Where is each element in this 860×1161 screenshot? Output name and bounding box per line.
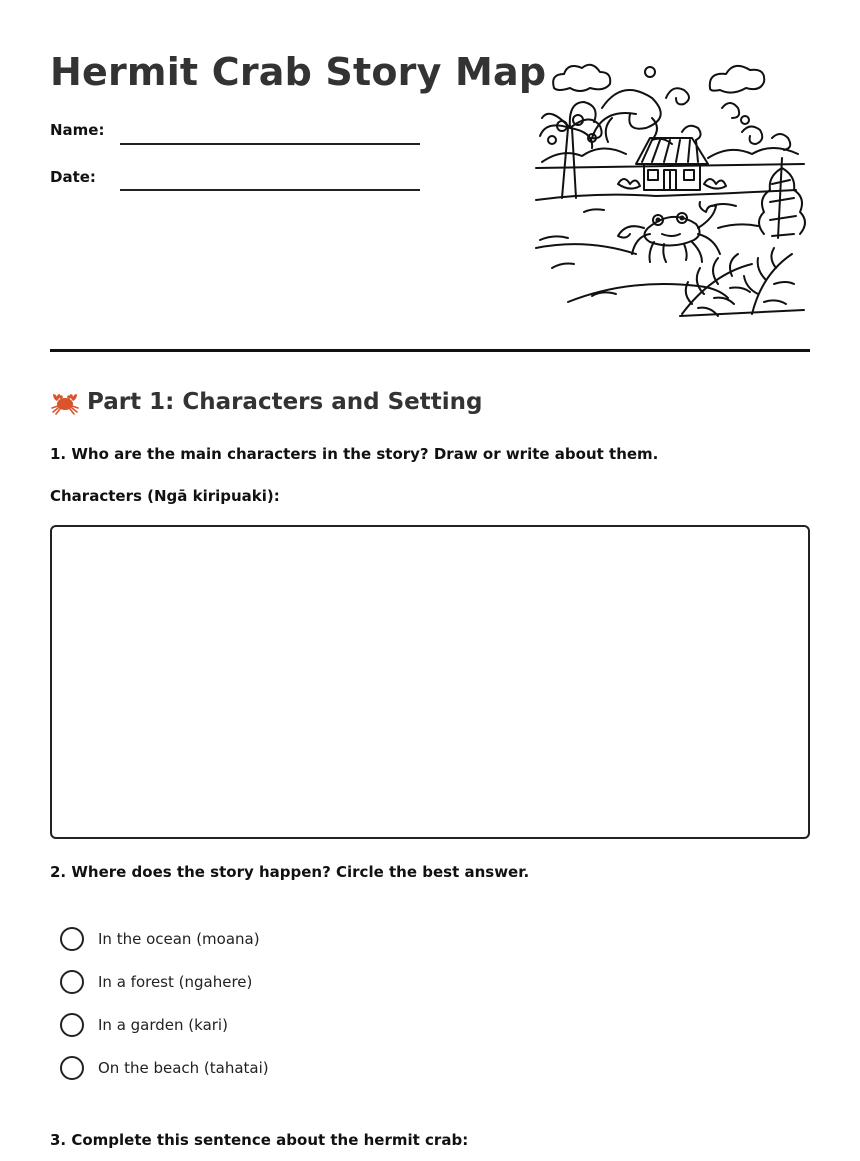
name-field[interactable] bbox=[120, 143, 420, 145]
question-3: 3. Complete this sentence about the hermit crab: bbox=[50, 1131, 469, 1149]
option-circle[interactable] bbox=[60, 1056, 84, 1080]
question-2: 2. Where does the story happen? Circle the best answer. bbox=[50, 863, 530, 881]
date-field[interactable] bbox=[120, 189, 420, 191]
option-circle[interactable] bbox=[60, 970, 84, 994]
crab-icon bbox=[50, 388, 80, 416]
option-ocean[interactable] bbox=[60, 926, 260, 952]
beach-scene-illustration bbox=[532, 58, 808, 320]
option-label: In a forest (ngahere) bbox=[98, 973, 253, 991]
part1-heading bbox=[50, 388, 482, 416]
option-label: On the beach (tahatai) bbox=[98, 1059, 269, 1077]
option-beach[interactable] bbox=[60, 1055, 269, 1081]
characters-answer-box[interactable] bbox=[50, 525, 810, 839]
option-label: In the ocean (moana) bbox=[98, 930, 260, 948]
option-circle[interactable] bbox=[60, 927, 84, 951]
characters-label: Characters (Ngā kiripuaki): bbox=[50, 487, 280, 505]
part1-heading-text: Part 1: Characters and Setting bbox=[87, 389, 483, 415]
option-garden[interactable] bbox=[60, 1012, 228, 1038]
option-label: In a garden (kari) bbox=[98, 1016, 228, 1034]
date-label: Date: bbox=[50, 168, 96, 186]
option-circle[interactable] bbox=[60, 1013, 84, 1037]
header-divider bbox=[50, 349, 810, 352]
page-title: Hermit Crab Story Map bbox=[50, 50, 547, 94]
question-1: 1. Who are the main characters in the story? Draw or write about them. bbox=[50, 445, 659, 463]
name-label: Name: bbox=[50, 121, 105, 139]
option-forest[interactable] bbox=[60, 969, 252, 995]
